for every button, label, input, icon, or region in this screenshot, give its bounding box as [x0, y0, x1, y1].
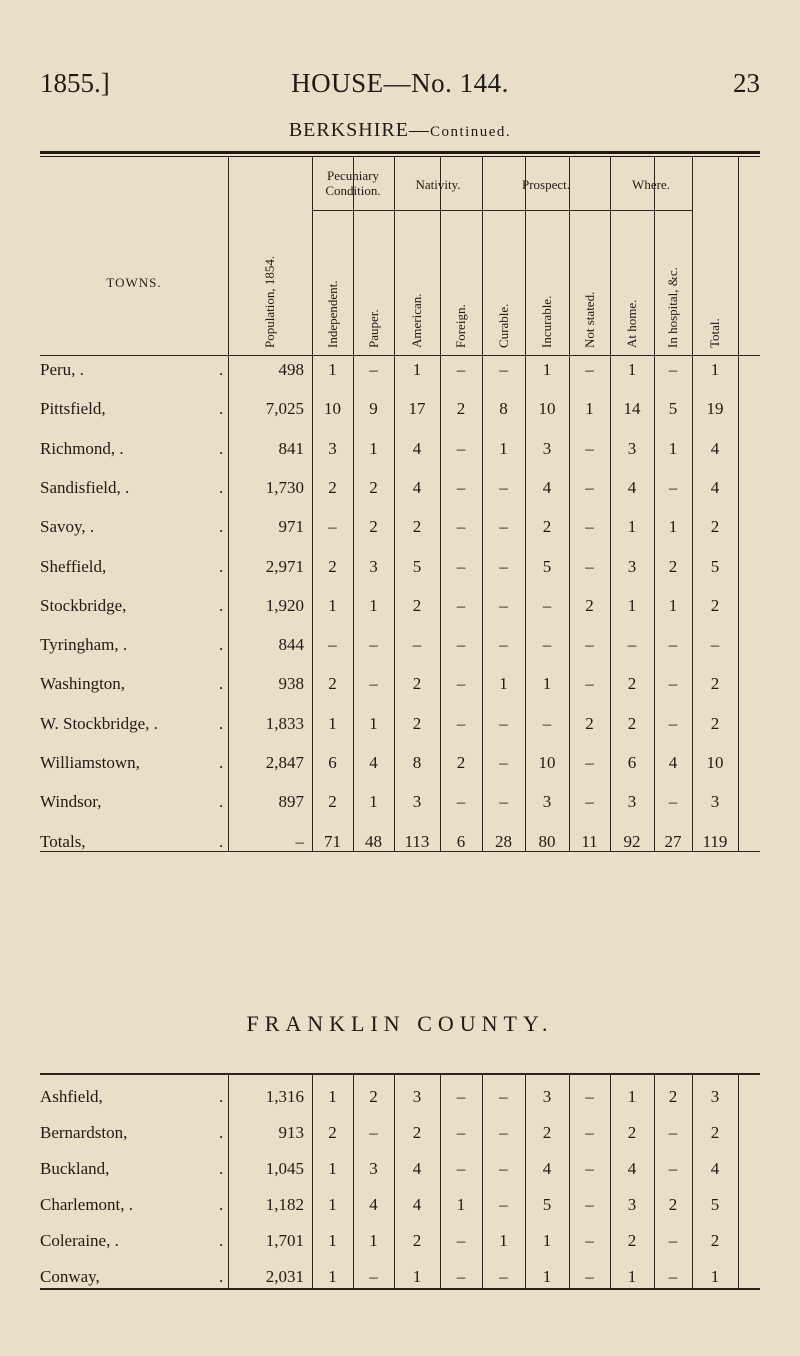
berkshire-row-value: 1 — [668, 438, 678, 458]
berkshire-row-value: 2 — [412, 713, 422, 733]
berkshire-row-value: 80 — [538, 831, 556, 851]
berkshire-row-value: 6 — [627, 753, 637, 772]
berkshire-row-value: 1 — [328, 595, 337, 615]
franklin-row-value: – — [456, 1231, 466, 1250]
franklin-row-value: 2 — [710, 1123, 720, 1142]
franklin-row-value: – — [456, 1087, 466, 1106]
franklin-row-value: 1 — [412, 1267, 422, 1286]
berkshire-row-town: Windsor, — [40, 792, 102, 812]
berkshire-row-value: – — [499, 477, 508, 497]
berkshire-row-value: 10 — [706, 753, 724, 772]
berkshire-row-value: 1 — [369, 713, 378, 733]
berkshire-row-value: 2 — [710, 713, 720, 733]
berkshire-row-value: – — [710, 635, 720, 655]
berkshire-row-town: Richmond, . — [40, 438, 124, 458]
berkshire-row-value: 28 — [495, 831, 512, 851]
berkshire-row-population: 841 — [278, 438, 304, 458]
berkshire-row-value: 5 — [668, 399, 678, 419]
berkshire-row-value: 19 — [706, 399, 724, 419]
berkshire-row-value: 48 — [365, 831, 382, 851]
franklin-row-value: 2 — [412, 1123, 422, 1142]
header-total: Total. — [707, 318, 722, 348]
franklin-row-value: – — [499, 1087, 508, 1106]
berkshire-row-value: 2 — [585, 595, 594, 615]
berkshire-row-value: – — [585, 635, 594, 655]
berkshire-row-value: – — [369, 674, 378, 694]
berkshire-title — [0, 119, 800, 142]
berkshire-row-value: – — [456, 556, 466, 576]
header-nativity: Nativity. — [415, 177, 461, 192]
berkshire-row-value: – — [585, 360, 594, 379]
header-pecuniary: Pecuniary Condition. — [325, 168, 381, 198]
berkshire-row-population: – — [295, 831, 304, 851]
berkshire-row-value: – — [456, 438, 466, 458]
berkshire-row-population: 897 — [278, 792, 304, 812]
berkshire-row-value: – — [668, 477, 678, 497]
berkshire-row-population: 498 — [278, 360, 304, 379]
berkshire-row-value: – — [456, 360, 466, 379]
berkshire-row-value: 5 — [542, 556, 552, 576]
berkshire-row-value: 1 — [499, 438, 508, 458]
berkshire-row-value: – — [585, 753, 594, 772]
franklin-row-value: 2 — [627, 1231, 637, 1250]
franklin-row-value: 4 — [412, 1159, 422, 1178]
berkshire-row-value: 2 — [710, 595, 720, 615]
page-year: 1855.] — [40, 68, 110, 98]
header-col-line — [738, 157, 739, 355]
header-foreign: Foreign. — [453, 304, 468, 348]
berkshire-row-town: Peru, . — [40, 360, 84, 379]
berkshire-row-town: W. Stockbridge, . — [40, 713, 158, 733]
berkshire-row-value: 113 — [404, 831, 430, 851]
franklin-row-value: 2 — [668, 1195, 678, 1214]
franklin-row-population: 2,031 — [265, 1267, 304, 1286]
franklin-row-value: – — [668, 1123, 678, 1142]
berkshire-row-value: – — [499, 360, 508, 379]
berkshire-row-value: 3 — [328, 438, 337, 458]
berkshire-row-value: – — [542, 595, 552, 615]
franklin-row-value: 1 — [328, 1267, 337, 1286]
franklin-row-leader: . — [219, 1267, 224, 1286]
berkshire-row-value: – — [499, 556, 508, 576]
franklin-row-value: 1 — [369, 1231, 378, 1250]
franklin-row-value: – — [456, 1159, 466, 1178]
franklin-row-value: 3 — [542, 1087, 552, 1106]
berkshire-row-value: 1 — [668, 517, 678, 537]
franklin-row-leader: . — [219, 1195, 224, 1214]
berkshire-row-value: 3 — [627, 556, 637, 576]
berkshire-row-value: – — [456, 792, 466, 812]
franklin-row-value: 1 — [456, 1195, 466, 1214]
franklin-row-town: Charlemont, . — [40, 1195, 134, 1214]
berkshire-row-value: – — [585, 477, 594, 497]
franklin-row-value: 2 — [542, 1123, 552, 1142]
berkshire-row-value: 4 — [668, 753, 678, 772]
berkshire-row-value: – — [668, 792, 678, 812]
berkshire-row-town: Williamstown, — [40, 753, 140, 772]
berkshire-row-leader: . — [219, 399, 224, 419]
berkshire-row-leader: . — [219, 674, 224, 694]
berkshire-row-value: – — [585, 556, 594, 576]
franklin-row-value: 1 — [710, 1267, 720, 1286]
franklin-row-value: – — [499, 1123, 508, 1142]
berkshire-row-value: 2 — [328, 477, 337, 497]
berkshire-row-population: 971 — [278, 517, 304, 537]
franklin-row-value: 1 — [499, 1231, 508, 1250]
berkshire-row-town: Totals, — [40, 831, 86, 851]
berkshire-row-value: – — [668, 713, 678, 733]
berkshire-row-population: 2,847 — [265, 753, 304, 772]
berkshire-row-value: 3 — [627, 438, 637, 458]
berkshire-row-value: 2 — [710, 517, 720, 537]
header-group-rule — [312, 210, 394, 211]
berkshire-row-value: 1 — [369, 792, 378, 812]
berkshire-row-value: – — [328, 517, 337, 537]
berkshire-row-value: 3 — [710, 792, 720, 812]
berkshire-row-value: 2 — [456, 399, 466, 419]
berkshire-row-value: 10 — [538, 399, 556, 419]
franklin-row-town: Coleraine, . — [40, 1231, 119, 1250]
berkshire-row-value: 4 — [369, 753, 378, 772]
berkshire-row-value: 3 — [542, 438, 552, 458]
franklin-row-value: 1 — [627, 1267, 637, 1286]
berkshire-row-value: 5 — [412, 556, 422, 576]
page-document-id: HOUSE—No. 144. — [291, 68, 509, 98]
berkshire-row-value: 2 — [627, 713, 637, 733]
berkshire-row-value: 1 — [710, 360, 720, 379]
berkshire-row-leader: . — [219, 438, 224, 458]
berkshire-row-population: 938 — [278, 674, 304, 694]
franklin-row-population: 1,045 — [265, 1159, 304, 1178]
header-towns: TOWNS. — [106, 275, 162, 290]
franklin-row-population: 1,316 — [265, 1087, 304, 1106]
berkshire-row-value: – — [499, 635, 508, 655]
franklin-row-value: 1 — [328, 1159, 337, 1178]
berkshire-row-value: 5 — [710, 556, 720, 576]
franklin-row-value: 4 — [710, 1159, 720, 1178]
franklin-col-line — [738, 1075, 739, 1288]
franklin-row-town: Conway, — [40, 1267, 100, 1286]
berkshire-row-value: – — [456, 635, 466, 655]
berkshire-row-value: 1 — [369, 438, 378, 458]
header-col-line — [228, 157, 229, 355]
berkshire-row-value: – — [456, 477, 466, 497]
berkshire-row-leader: . — [219, 595, 224, 615]
franklin-row-value: – — [369, 1267, 378, 1286]
berkshire-row-leader: . — [219, 517, 224, 537]
franklin-row-value: 1 — [328, 1087, 337, 1106]
berkshire-row-value: – — [668, 674, 678, 694]
franklin-row-leader: . — [219, 1231, 224, 1250]
header-col-line — [692, 157, 693, 355]
franklin-row-value: – — [585, 1267, 594, 1286]
berkshire-row-value: 2 — [369, 517, 378, 537]
berkshire-row-value: 2 — [710, 674, 720, 694]
berkshire-row-population: 7,025 — [265, 399, 304, 419]
berkshire-row-value: 1 — [499, 674, 508, 694]
berkshire-row-value: 1 — [412, 360, 422, 379]
franklin-row-value: 1 — [627, 1087, 637, 1106]
berkshire-row-town: Sheffield, — [40, 556, 107, 576]
franklin-row-population: 913 — [278, 1123, 304, 1142]
berkshire-row-population: 2,971 — [265, 556, 304, 576]
franklin-row-leader: . — [219, 1087, 224, 1106]
berkshire-row-value: 1 — [328, 713, 337, 733]
berkshire-row-value: 3 — [369, 556, 378, 576]
franklin-row-value: – — [499, 1195, 508, 1214]
berkshire-row-town: Pittsfield, — [40, 399, 106, 419]
franklin-row-town: Bernardston, — [40, 1123, 128, 1142]
berkshire-row-value: – — [542, 635, 552, 655]
franklin-row-value: 1 — [328, 1195, 337, 1214]
header-american: American. — [409, 293, 424, 348]
berkshire-row-value: 2 — [668, 556, 678, 576]
berkshire-row-value: 2 — [412, 595, 422, 615]
berkshire-row-leader: . — [219, 753, 224, 772]
franklin-row-value: – — [585, 1123, 594, 1142]
franklin-row-value: – — [456, 1267, 466, 1286]
berkshire-row-value: 11 — [581, 831, 598, 851]
header-pauper: Pauper. — [365, 309, 381, 348]
header-not-stated: Not stated. — [581, 291, 597, 348]
berkshire-row-leader: . — [219, 792, 224, 812]
berkshire-row-value: 1 — [585, 399, 594, 419]
body-col-line — [738, 355, 739, 851]
header-incurable: Incurable. — [539, 295, 554, 348]
berkshire-row-value: 92 — [623, 831, 641, 851]
berkshire-row-town: Sandisfield, . — [40, 477, 130, 497]
berkshire-row-value: 27 — [664, 831, 682, 851]
berkshire-row-value: 9 — [369, 399, 378, 419]
franklin-row-value: – — [668, 1231, 678, 1250]
header-at-home: At home. — [624, 299, 639, 348]
franklin-row-value: 5 — [710, 1195, 720, 1214]
berkshire-row-value: 2 — [412, 674, 422, 694]
franklin-row-value: 4 — [627, 1159, 637, 1178]
berkshire-row-value: – — [542, 713, 552, 733]
berkshire-row-value: – — [585, 674, 594, 694]
page-number: 23 — [733, 68, 760, 98]
berkshire-row-value: 1 — [627, 517, 637, 537]
berkshire-row-value: 6 — [328, 753, 337, 772]
berkshire-row-town: Tyringham, . — [40, 635, 128, 655]
berkshire-row-value: – — [456, 517, 466, 537]
franklin-row-town: Buckland, — [40, 1159, 110, 1178]
berkshire-row-value: 8 — [412, 753, 422, 772]
franklin-row-leader: . — [219, 1159, 224, 1178]
franklin-row-value: 3 — [369, 1159, 378, 1178]
franklin-row-value: 4 — [412, 1195, 422, 1214]
berkshire-row-value: 119 — [702, 831, 728, 851]
berkshire-row-value: 2 — [542, 517, 552, 537]
franklin-bottom-rule — [40, 1288, 760, 1290]
berkshire-row-value: – — [668, 635, 678, 655]
header-in-hospital: In hospital, &c. — [665, 267, 680, 348]
franklin-row-value: 1 — [542, 1267, 552, 1286]
berkshire-row-value: 2 — [328, 792, 337, 812]
berkshire-row-value: 8 — [499, 399, 508, 419]
berkshire-row-value: – — [499, 713, 508, 733]
franklin-title: FRANKLIN COUNTY. — [246, 1011, 554, 1036]
berkshire-row-value: 1 — [328, 360, 337, 379]
franklin-row-value: 3 — [627, 1195, 637, 1214]
berkshire-row-value: 1 — [542, 360, 552, 379]
berkshire-row-value: – — [328, 635, 337, 655]
berkshire-row-value: 71 — [324, 831, 341, 851]
berkshire-row-value: – — [369, 360, 378, 379]
berkshire-row-population: 844 — [278, 635, 304, 655]
franklin-row-leader: . — [219, 1123, 224, 1142]
berkshire-row-leader: . — [219, 713, 224, 733]
berkshire-row-leader: . — [219, 556, 224, 576]
header-bottom-rule — [40, 355, 760, 356]
berkshire-row-population: 1,730 — [265, 477, 304, 497]
franklin-row-value: 1 — [328, 1231, 337, 1250]
franklin-row-value: 2 — [627, 1123, 637, 1142]
franklin-row-value: 3 — [412, 1087, 422, 1106]
top-rule-thin — [40, 156, 760, 157]
berkshire-row-population: 1,833 — [265, 713, 304, 733]
header-group-rule — [610, 210, 692, 211]
berkshire-row-value: 4 — [710, 477, 720, 497]
berkshire-row-value: 1 — [627, 595, 637, 615]
berkshire-row-value: 1 — [668, 595, 678, 615]
berkshire-row-value: – — [499, 792, 508, 812]
berkshire-row-value: 6 — [456, 831, 466, 851]
berkshire-row-value: 2 — [412, 517, 422, 537]
berkshire-row-value: – — [499, 753, 508, 772]
franklin-row-value: – — [585, 1087, 594, 1106]
header-population: Population, 1854. — [262, 255, 277, 348]
franklin-row-value: 4 — [542, 1159, 552, 1178]
franklin-row-value: – — [585, 1159, 594, 1178]
franklin-row-value: – — [585, 1231, 594, 1250]
berkshire-row-value: 17 — [408, 399, 426, 419]
berkshire-row-value: – — [456, 713, 466, 733]
berkshire-row-value: – — [499, 595, 508, 615]
berkshire-row-value: 1 — [542, 674, 552, 694]
berkshire-row-value: – — [412, 635, 422, 655]
berkshire-row-value: 1 — [627, 360, 637, 379]
franklin-row-value: 2 — [710, 1231, 720, 1250]
berkshire-row-leader: . — [219, 831, 224, 851]
berkshire-row-value: 3 — [412, 792, 422, 812]
franklin-row-value: – — [499, 1267, 508, 1286]
franklin-top-rule — [40, 1073, 760, 1075]
berkshire-row-value: 4 — [412, 477, 422, 497]
franklin-row-value: – — [668, 1267, 678, 1286]
berkshire-row-town: Savoy, . — [40, 517, 95, 537]
berkshire-row-value: 2 — [328, 556, 337, 576]
franklin-row-value: 3 — [710, 1087, 720, 1106]
franklin-row-town: Ashfield, — [40, 1087, 103, 1106]
berkshire-row-value: 1 — [369, 595, 378, 615]
berkshire-row-value: 2 — [328, 674, 337, 694]
berkshire-row-value: – — [585, 792, 594, 812]
berkshire-row-value: – — [585, 438, 594, 458]
berkshire-row-value: 2 — [456, 753, 466, 772]
berkshire-row-value: 14 — [623, 399, 641, 419]
franklin-row-value: 1 — [542, 1231, 552, 1250]
top-rule-thick — [40, 151, 760, 154]
franklin-row-value: – — [668, 1159, 678, 1178]
berkshire-row-value: 4 — [542, 477, 552, 497]
franklin-row-value: – — [585, 1195, 594, 1214]
berkshire-row-value: 4 — [627, 477, 637, 497]
berkshire-row-value: 3 — [627, 792, 637, 812]
berkshire-row-value: – — [456, 674, 466, 694]
berkshire-row-value: 2 — [585, 713, 594, 733]
berkshire-row-value: 2 — [627, 674, 637, 694]
berkshire-row-value: – — [499, 517, 508, 537]
franklin-row-value: 2 — [668, 1087, 678, 1106]
header-curable: Curable. — [495, 303, 511, 348]
berkshire-row-value: 10 — [538, 753, 556, 772]
berkshire-row-population: 1,920 — [265, 595, 304, 615]
franklin-row-value: 2 — [369, 1087, 378, 1106]
header-where: Where. — [632, 177, 670, 192]
berkshire-row-leader: . — [219, 635, 224, 655]
berkshire-row-value: 2 — [369, 477, 378, 497]
franklin-row-population: 1,701 — [265, 1231, 304, 1250]
franklin-row-value: – — [499, 1159, 508, 1178]
header-prospect: Prospect. — [521, 177, 571, 192]
franklin-row-value: 5 — [542, 1195, 552, 1214]
franklin-row-value: – — [456, 1123, 466, 1142]
berkshire-row-value: – — [668, 360, 678, 379]
berkshire-row-value: – — [369, 635, 378, 655]
berkshire-row-value: 4 — [412, 438, 422, 458]
header-group-rule — [482, 210, 610, 211]
berkshire-row-value: – — [585, 517, 594, 537]
franklin-row-value: 2 — [328, 1123, 337, 1142]
berkshire-row-town: Washington, — [40, 674, 126, 694]
berkshire-title-main: BERKSHIRE— — [288, 119, 430, 141]
franklin-row-value: 2 — [412, 1231, 422, 1250]
berkshire-row-town: Stockbridge, — [40, 595, 127, 615]
berkshire-row-value: – — [627, 635, 637, 655]
berkshire-row-value: 10 — [324, 399, 341, 419]
berkshire-title-continued: Continued. — [429, 124, 512, 140]
berkshire-row-value: – — [456, 595, 466, 615]
franklin-row-population: 1,182 — [265, 1195, 304, 1214]
header-group-rule — [394, 210, 482, 211]
franklin-row-value: 4 — [369, 1195, 378, 1214]
berkshire-row-value: 3 — [542, 792, 552, 812]
header-independent: Independent. — [324, 280, 340, 348]
berkshire-row-leader: . — [219, 360, 224, 379]
berkshire-row-value: 4 — [710, 438, 720, 458]
page-header — [40, 68, 760, 108]
franklin-row-value: – — [369, 1123, 378, 1142]
berkshire-row-leader: . — [219, 477, 224, 497]
